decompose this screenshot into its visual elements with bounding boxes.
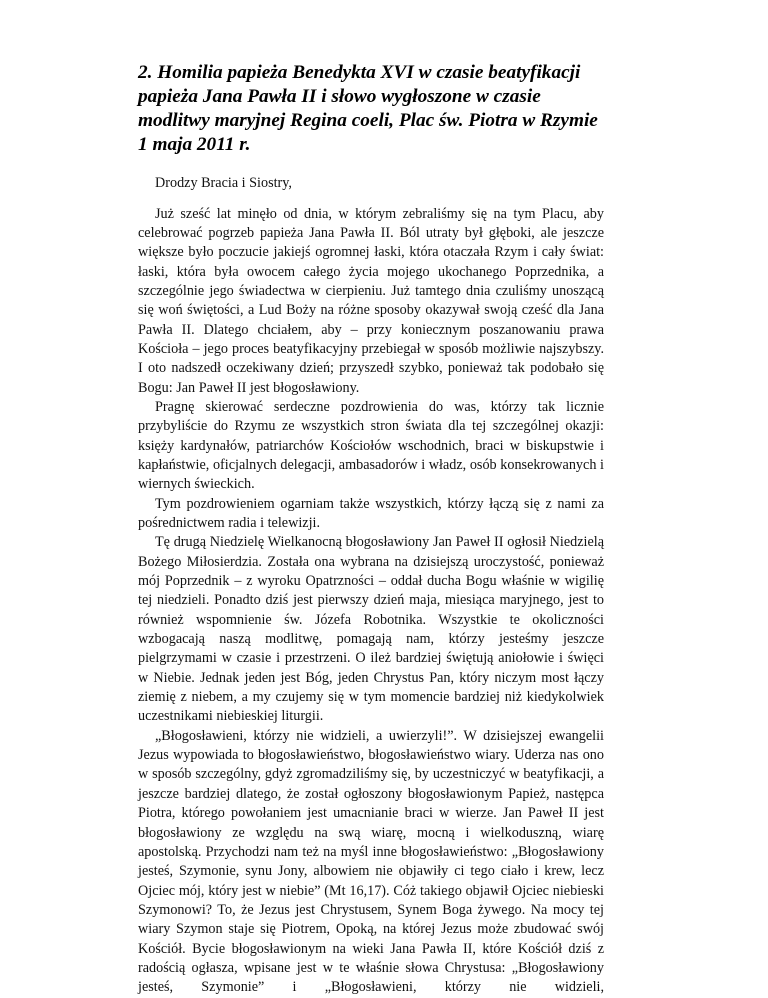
document-title: 2. Homilia papieża Benedykta XVI w czasie beatyfikacji papieża Jana Pawła II i słowo wygłoszone w czasie modlitwy maryjnej Regina coeli, Plac św. Piotra w Rzymie 1 maja 2011 r. — [138, 62, 598, 155]
paragraph: Pragnę skierować serdeczne pozdrowienia do was, którzy tak licznie przybyliście do Rzymu ze wszystkich stron świata dla tej szczególnej okazji: księży kardynałów, patriarchów Kościołów wschodnich, braci w biskupstwie i kapłaństwie, oficjalnych delegacji, ambasadorów i władz, osób konsekrowanych i wiernych świeckich. — [138, 398, 604, 493]
paragraph: Tę drugą Niedzielę Wielkanocną błogosławiony Jan Paweł II ogłosił Niedzielą Bożego Miłosierdzia. Została ona wybrana na dzisiejszą uroczystość, ponieważ mój Poprzednik – z wyroku Opatrzności – oddał ducha Bogu właśnie w wigilię tej niedzieli. Ponadto dziś jest pierwszy dzień maja, miesiąca maryjnego, jest to również wspomnienie św. Józefa Robotnika. Wszystkie te okoliczności wzbogacają naszą modlitwę, pomagają nam, którzy jesteśmy jeszcze pielgrzymami w czasie i przestrzeni. O ileż bardziej świętują aniołowie i święci w Niebie. Jednak jeden jest Bóg, jeden Chrystus Pan, który niczym most łączy ziemię z niebem, a my czujemy się w tym momencie bardziej niż kiedykolwiek uczestnikami niebieskiej liturgii. — [138, 534, 604, 725]
greeting: Drodzy Bracia i Siostry, — [155, 175, 292, 191]
document-content — [138, 61, 604, 998]
body-text — [138, 205, 604, 998]
paragraph: „Błogosławieni, którzy nie widzieli, a uwierzyli!”. W dzisiejszej ewangelii Jezus wypowiada to błogosławieństwo, błogosławieństwo wiary. Uderza nas ono w sposób szczególny, gdyż zgromadziliśmy się, by uczestniczyć w beatyfikacji, a jeszcze bardziej dlatego, że został ogłoszony błogosławionym Papież, następca Piotra, którego powołaniem jest umacnianie braci w wierze. Jan Paweł II jest błogosławiony ze względu na swą wiarę, mocną i wielkoduszną, wiarę apostolską. Przychodzi nam też na myśl inne błogosławieństwo: „Błogosławiony jesteś, Szymonie, synu Jony, albowiem nie objawiły ci tego ciało i krew, lecz Ojciec mój, który jest w niebie” (Mt 16,17). Cóż takiego objawił Ojciec niebieski Szymonowi? To, że Jezus jest Chrystusem, Synem Boga żywego. Na mocy tej wiary Szymon staje się Piotrem, Opoką, na której Jezus może zbudować swój Kościół. Bycie błogosławionym na wieki Jana Pawła II, które Kościół dziś z radością ogłasza, wpisane jest w te właśnie słowa Chrystusa: „Błogosławiony jesteś, Szymonie” i „Błogosławieni, którzy nie widzieli, — [138, 727, 604, 996]
paragraph: Już sześć lat minęło od dnia, w którym zebraliśmy się na tym Placu, aby celebrować pogrzeb papieża Jana Pawła II. Ból utraty był głęboki, ale jeszcze większe było poczucie jakiejś ogromnej łaski, która otaczała Rzym i cały świat: łaski, która była owocem całego życia mojego ukochanego Poprzednika, a szczególnie jego świadectwa w cierpieniu. Już tamtego dnia czuliśmy unoszącą się woń świętości, a Lud Boży na różne sposoby okazywał swoją cześć dla Jana Pawła II. Dlatego chciałem, aby – przy koniecznym poszanowaniu prawa Kościoła – jego proces beatyfikacyjny przebiegał w sposób możliwie najszybszy. I oto nadszedł oczekiwany dzień; przyszedł szybko, ponieważ tak podobało się Bogu: Jan Paweł II jest błogosławiony. — [138, 205, 604, 396]
paragraph: Tym pozdrowieniem ogarniam także wszystkich, którzy łączą się z nami za pośrednictwem radia i telewizji. — [138, 495, 604, 531]
